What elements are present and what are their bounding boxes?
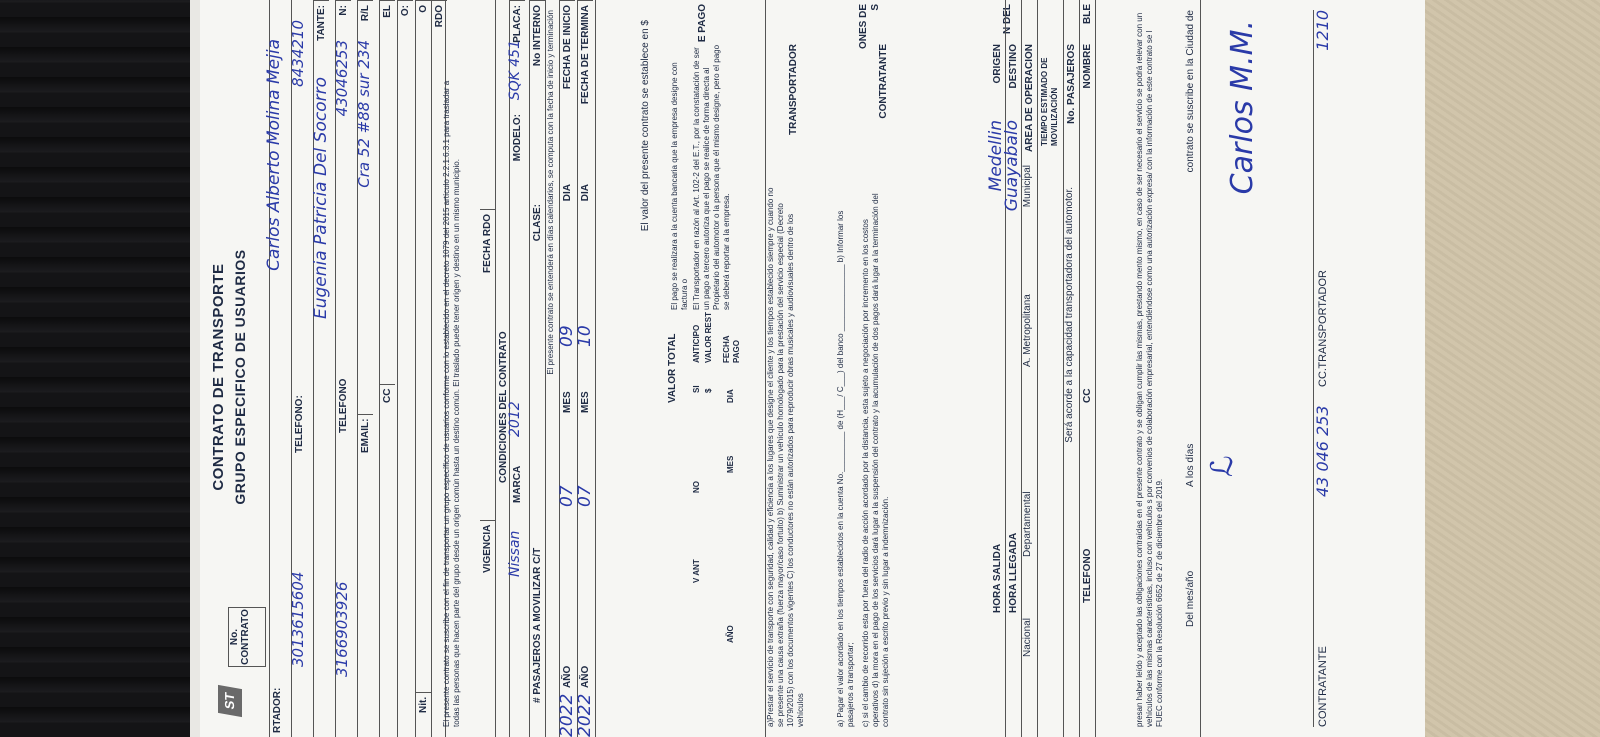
no-interno-label: No INTERNO — [530, 0, 545, 70]
fecha-termina-label: FECHA DE TERMINA — [578, 0, 593, 108]
valor-rest-label: VALOR REST — [704, 312, 713, 363]
inicio-ano: 2022 — [557, 693, 577, 737]
termina-ano: 2022 — [575, 693, 595, 737]
vehicle-section — [480, 0, 596, 737]
destino-label: DESTINO — [1008, 44, 1019, 89]
valor-text: El valor del presente contrato se establece en $ — [640, 20, 651, 232]
transportador-label: RTADOR: — [272, 687, 283, 733]
pasajeros-movilizar-label: # PASAJEROS A MOVILIZAR C/T — [532, 547, 543, 703]
fecha-rdo-label: FECHA RDO — [480, 209, 495, 277]
email-label: EMAIL: — [358, 414, 373, 457]
obligaciones-label: ONES DE — [858, 4, 869, 50]
placa-label: PLACA: — [510, 0, 525, 47]
inicio-dia: 09 — [557, 325, 577, 347]
document-title: CONTRATO DE TRANSPORTE — [210, 263, 227, 491]
document-subtitle: GRUPO ESPECIFICO DE USUARIOS — [232, 249, 248, 505]
dark-background — [0, 0, 200, 737]
del-mes: Del mes/año — [1185, 570, 1196, 627]
contratante-cc: 43 046 253 — [1313, 405, 1332, 497]
fecha-inicio-label: FECHA DE INICIO — [560, 0, 575, 93]
telefono2-label: TELEFONO — [338, 378, 349, 433]
termina-dia-label: DIA — [580, 184, 591, 202]
obligaciones-label-2: S — [870, 4, 881, 11]
closing-text: presan haber leído y aceptado las obligaciones contraídas en el presente contrato y se obligan cumplir las mismas, prestando mento mismo, en caso de ser necesario el servicio se podrá relevar con un vehículos de las mismas características, incluso con vehículos s por convenios de colaboración empresarial, entendiéndose como una autorización expresa/ con la información de este contrato se l FUEC conforme con la Resolución 6652 de 27 de diciembre del 2019. — [1135, 12, 1164, 727]
inicio-ano-label: AÑO — [562, 665, 573, 688]
termina-mes-label: MES — [580, 391, 591, 413]
logo-icon: ST — [218, 685, 242, 717]
telefono-label: TELEFONO: — [294, 395, 305, 453]
si-label: SI — [692, 385, 701, 393]
municipal-option: Municipal — [1022, 165, 1033, 208]
direccion-value: Cra 52 #88 sur 234 — [355, 40, 373, 188]
hora-salida-label: HORA SALIDA — [992, 543, 1003, 613]
contratante-obligaciones-label: CONTRATANTE — [878, 44, 889, 119]
resp-telefono-label: TELEFONO — [1082, 548, 1093, 603]
nit-label: Nit. — [416, 692, 431, 717]
fecha-pago-label: FECHA PAGO — [722, 335, 741, 363]
valor-total-label: VALOR TOTAL — [667, 333, 678, 403]
a-los-dias: A los días — [1185, 443, 1196, 487]
telefono2-value: 3166903926 — [333, 581, 351, 677]
inicio-mes-label: MES — [562, 391, 573, 413]
hora-llegada-label: HORA LLEGADA — [1008, 532, 1019, 613]
metropolitana-option: A. Metropolitana — [1022, 294, 1033, 367]
origen-value: Medellin — [986, 120, 1006, 192]
n-label: N: — [336, 0, 351, 20]
decreto-text: El presente contrato se suscribe con el fin de transportar un grupo específico de usuarios conforme con lo establecido en el decreto 1079 del 2015 artículo 2.2.1.6.3.1 para trasladar a todas las personas que hacen parte del grupo desde un origen común hasta un destino común. El traslado puede tener origen y destino en un mismo municipio. — [442, 80, 461, 727]
inicio-dia-label: DIA — [562, 184, 573, 202]
transportador-signature: Carlos M.M. — [1225, 20, 1260, 195]
placa-value: SQK 451 — [507, 40, 523, 101]
contratante-name: Eugenia Patricia Del Socorro — [311, 77, 331, 320]
route-label: N DEL — [1002, 4, 1013, 34]
valor-section — [640, 0, 760, 737]
no-pasajeros-label: No. PASAJEROS — [1066, 44, 1077, 124]
header — [200, 0, 270, 737]
termina-ano-label: AÑO — [580, 665, 591, 688]
anticipo-label: ANTICIPO — [692, 324, 701, 363]
telefono-value: 3013615604 — [289, 571, 307, 667]
origen-label: ORIGEN — [992, 44, 1003, 84]
contratante-label: TANTE: — [314, 0, 329, 45]
contract-document — [200, 0, 1425, 737]
destino-value: Guayabalo — [1002, 120, 1022, 212]
table-surface — [1410, 0, 1600, 737]
contratante-id: 43046253 — [333, 40, 351, 117]
transportador-obligaciones-text: a)Prestar el servicio de transporte con seguridad, calidad y eficiencia a los lugares que designe el cliente y los tiempos establecido siempre y cuando no se presente una causa extraña (fuerza mayor/caso fortuito) b) Suministrar un vehículo homologado para la prestación del servicio especial (Decreto 1079/2015) con los documentos vigentes C) los conductores no están autorizados para reproducir obras musicales y audiovisuales dentro de los vehículos — [766, 187, 805, 727]
responsable-label: BLE — [1082, 4, 1093, 24]
cc-label: CC — [380, 384, 395, 407]
transportador-sig-label: TRANSPORTADOR — [1317, 270, 1329, 369]
contratante-obligaciones-text-1: a) Pagar el valor acordado en los tiempos establecidos en la cuenta No._________ de (H___/ C___) del banco _______________ b) Informar los pasajeros a transportar; — [836, 210, 855, 727]
transportador-id: 8434210 — [289, 20, 307, 87]
clase-label: CLASE: — [532, 204, 543, 242]
contratante-obligaciones-text-2: c) si el cambio de recorrido esta por fuera del radio de acción acordado por la distancia, esta sujeto a negociación por incremento en los costos operativos d) la mora en el pago de los servicios dará lugar a la suspensión del contrato y la acumulación de dos pagos dará lugar a la terminación del contrato sin sujeción a escrito previo y sin lugar a indemnización. — [861, 193, 890, 727]
pago-text-2: El Transportador en razón al Art. 102-2 del E.T., por la constatación de ser un pago a tercero autoriza que el pago se realice de forma directa al Propietario del automotor o la persona que él mismo designe, pero el pago se deberá reportar a la empresa. — [692, 44, 731, 310]
tiempo-label: TIEMPO ESTIMADO DE MOVILIZACIÓN — [1040, 57, 1059, 146]
suscribe-text: contrato se suscribe en la Ciudad de — [1185, 10, 1196, 173]
peso-label: $ — [704, 388, 713, 393]
area-label: AREA DE OPERACION — [1024, 44, 1035, 152]
route-section — [986, 0, 1130, 737]
contratante-cc-label: CC. — [1317, 368, 1329, 387]
no-pasajeros-value: Será acorde a la capacidad transportadora del automotor. — [1064, 187, 1075, 443]
nombre-label: NOMBRE — [1082, 44, 1093, 89]
pago-dia-label: DIA — [726, 389, 735, 403]
termina-mes: 07 — [575, 485, 595, 507]
vigencia-label: VIGENCIA — [480, 520, 495, 577]
el-label: EL — [380, 0, 395, 22]
departamental-option: Departamental — [1022, 491, 1033, 557]
pago-mes-label: MES — [726, 455, 735, 473]
o-label: O: — [398, 0, 413, 20]
transportador-name: Carlos Alberto Molina Mejia — [264, 39, 284, 271]
signatures-section — [1205, 0, 1425, 737]
obligaciones-section — [765, 0, 995, 737]
marca-value: Nissan — [507, 530, 523, 577]
pago-text-1: El pago se realizara a la cuenta bancaria que la empresa designe con factura o — [670, 62, 689, 310]
transportador-cc: 1210 — [1313, 10, 1332, 51]
rl-label: R/L — [358, 0, 373, 25]
v-ant-label: V ANT — [692, 559, 701, 583]
no-label: NO — [692, 481, 701, 493]
inicio-mes: 07 — [557, 485, 577, 507]
transportador-obligaciones-label: TRANSPORTADOR — [788, 44, 799, 135]
termina-dia: 10 — [575, 325, 595, 347]
nacional-option: Nacional — [1022, 618, 1033, 657]
rdo-label: RDO — [432, 0, 447, 31]
dias-calendario-text: El presente contrato se entenderá en días calendarios, se computa con la fecha de inicio y terminación — [546, 10, 555, 375]
condiciones-label: CONDICIONES DEL CONTRATO — [498, 331, 509, 483]
contratante-sig-label: CONTRATANTE — [1317, 646, 1329, 727]
pago-section-label: E PAGO — [697, 4, 708, 43]
resp-cc-label: CC — [1082, 388, 1093, 403]
modelo-value: 2012 — [507, 401, 523, 437]
parties-section — [264, 0, 446, 737]
marca-label: MARCA — [512, 465, 523, 503]
modelo-label: MODELO: — [512, 114, 523, 162]
signature-line — [1313, 10, 1314, 727]
o2-label: O — [416, 0, 431, 17]
contratante-signature: ℒ — [1205, 455, 1240, 477]
pago-ano-label: AÑO — [726, 625, 735, 643]
contract-number-box: No. CONTRATO — [228, 607, 266, 667]
